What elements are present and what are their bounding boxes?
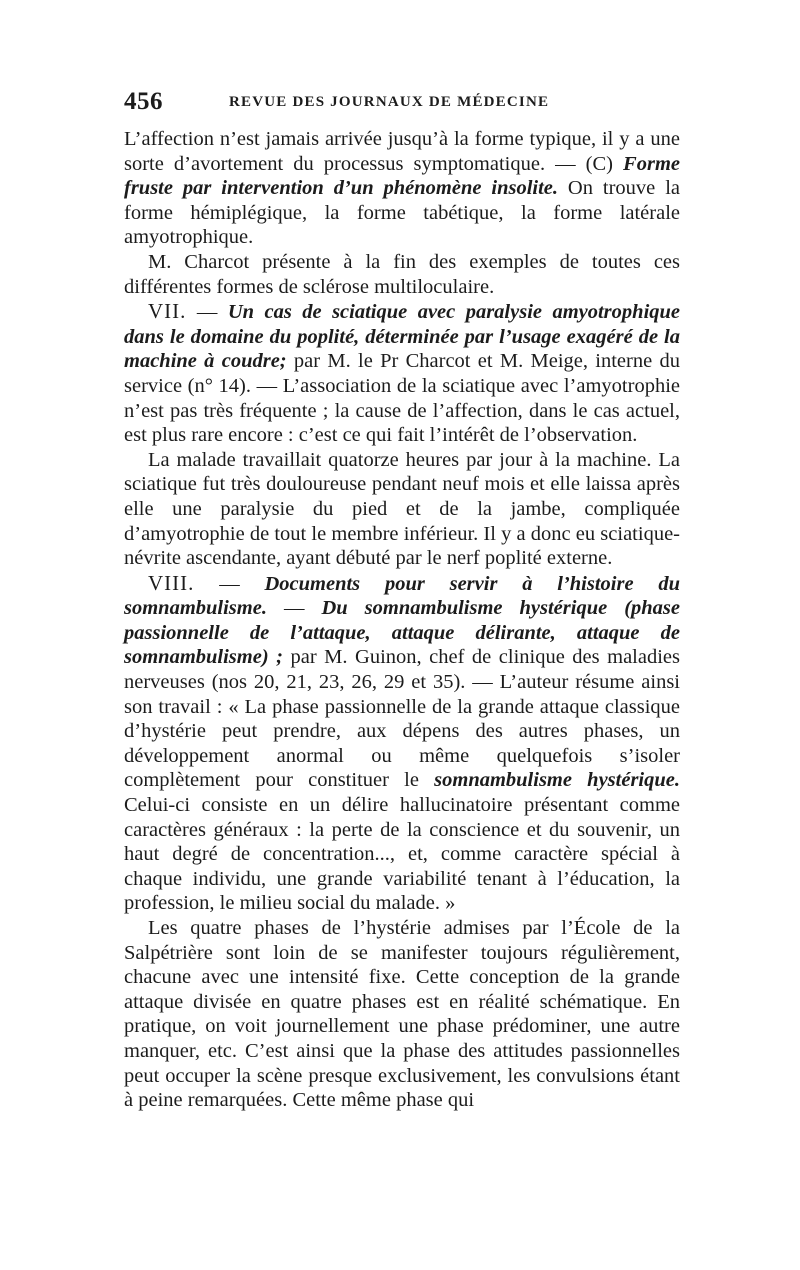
p5-dash: — (194, 572, 265, 595)
paragraph-4 (124, 448, 680, 571)
section-number-viii: VIII. (148, 570, 195, 595)
p4-text: La malade travaillait quatorze heures par jour à la machine. La sciatique fut très douloureuse pendant neuf mois et elle laissa après elle une paralysie du pied et de la jambe, compliquée d’amyotrophie de tout le membre inférieur. Il y a donc eu sciatique-névrite ascendante, ayant débuté par le nerf poplité externe. (124, 448, 680, 570)
body-text (124, 127, 680, 1113)
p1-tail: On trouve la forme hémiplégique, la forme tabétique, la forme latérale amyotrophique. (124, 177, 680, 249)
p5-dash-2: — (266, 597, 322, 620)
section-number-vii: VII. (148, 299, 187, 324)
running-title: REVUE DES JOURNAUX DE MÉDECINE (229, 94, 550, 110)
p5-italic-3: somnambulisme hystérique. (434, 769, 680, 792)
p5-text-1: par M. Guinon, chef de clinique des maladies nerveuses (nos 20, 21, 23, 26, 29 et 35). — L’auteur résume ainsi son travail : « La phase passionnelle de la grande attaque classique d’hystérie peut prendre, aux dépens des autres phases, un développement anormal ou même quelquefois s’isoler complètement pour constituer le (124, 646, 680, 792)
p1-text: L’affection n’est jamais arrivée jusqu’à la forme typique, il y a une sorte d’avortement du processus symptomatique. — (C) (124, 128, 680, 175)
page-number: 456 (124, 88, 163, 115)
p3-tail: par M. le Pr Charcot et M. Meige, interne du service (n° 14). — L’association de la sciatique avec l’amyotrophie n’est pas très fréquente ; la cause de l’affection, dans le cas actuel, est plus rare encore : c’est ce qui fait l’intérêt de l’observation. (124, 350, 680, 447)
paragraph-1 (124, 127, 680, 250)
p3-italic: Un cas de sciatique avec paralysie amyotrophique dans le domaine du poplité, déterminée par l’usage exagéré de la machine à coudre; (124, 301, 681, 373)
running-header (124, 88, 679, 118)
p2-text: M. Charcot présente à la fin des exemples de toutes ces différentes formes de sclérose multiloculaire. (124, 250, 680, 298)
p5-italic-2: Du somnambulisme hystérique (phase passionnelle de l’attaque, attaque délirante, attaque de somnambulisme) ; (124, 597, 680, 669)
p3-dash: — (186, 301, 228, 324)
p5-text-2: Celui-ci consiste en un délire hallucinatoire présentant comme caractères généraux : la perte de la conscience et du souvenir, un haut degré de concentration..., et, comme caractère spécial à chaque individu, une grande variabilité tenant à l’éducation, la profession, le milieu social du malade. » (124, 794, 680, 915)
paragraph-3 (124, 299, 680, 448)
p6-text: Les quatre phases de l’hystérie admises par l’École de la Salpétrière sont loin de se manifester toujours régulièrement, chacune avec une intensité fixe. Cette conception de la grande attaque divisée en quatre phases est en réalité schématique. En pratique, on voit journellement une phase prédominer, une autre manquer, etc. C’est ainsi que la phase des attitudes passionnelles peut occuper la scène presque exclusivement, les convulsions étant à peine remarquées. Cette même phase qui (124, 917, 680, 1112)
paragraph-5 (124, 571, 680, 916)
p1-italic: Forme fruste par intervention d’un phénomène insolite. (124, 152, 680, 200)
paragraph-6 (124, 916, 680, 1113)
p5-italic-1: Documents pour servir à l’histoire du somnambulisme. (124, 572, 680, 620)
paragraph-2 (124, 250, 680, 299)
